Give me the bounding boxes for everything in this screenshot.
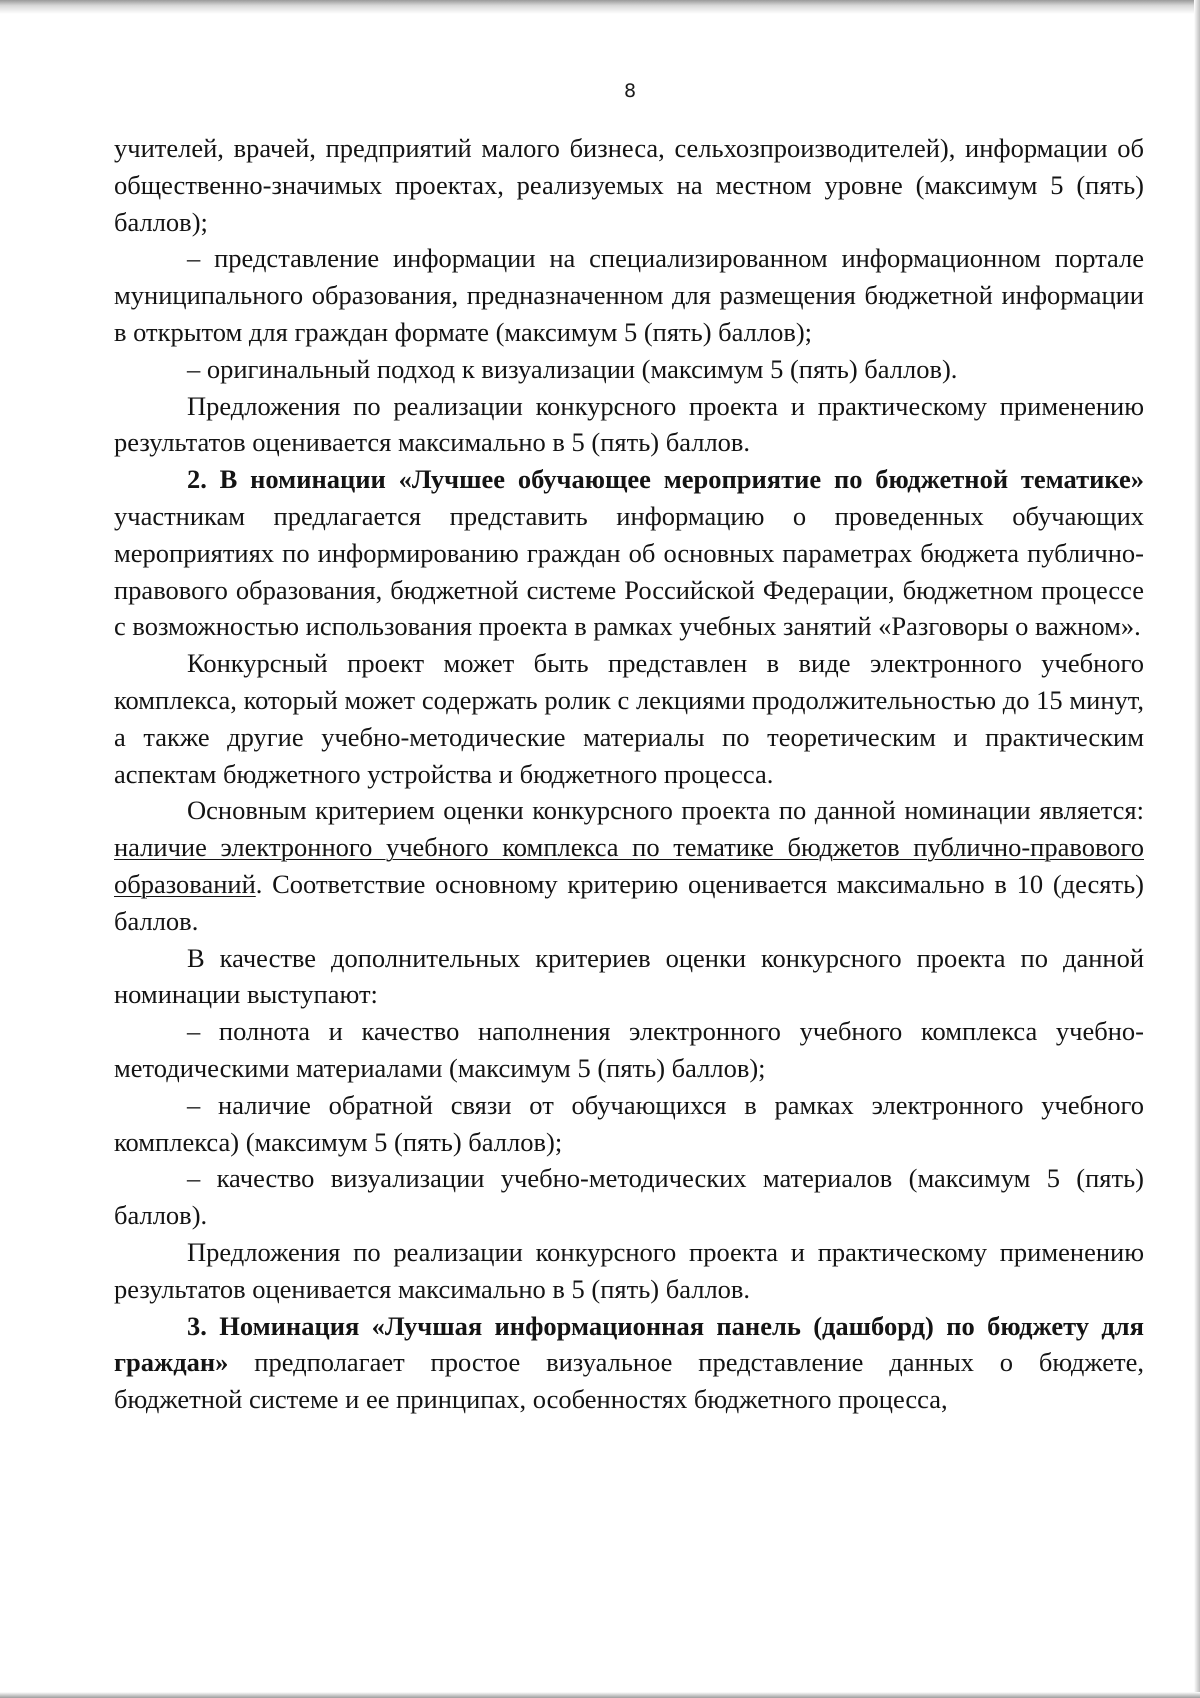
document-body xyxy=(114,130,1144,1418)
paragraph-nomination-3 xyxy=(114,1308,1144,1418)
scan-edge-right xyxy=(1194,0,1200,1698)
nomination-2-heading: 2. В номинации «Лучшее обучающее мероприятие по бюджетной тематике» xyxy=(187,464,1144,495)
paragraph-project-format: Конкурсный проект может быть представлен в виде электронного учебного комплекса, который может содержать ролик с лекциями продолжительностью до 15 минут, а также другие учебно-методические материалы по теоретическим и практическим аспектам бюджетного устройства и бюджетного процесса. xyxy=(114,648,1144,789)
main-criterion-lead: Основным критерием оценки конкурсного проекта по данной номинации является: xyxy=(187,795,1144,826)
page-number: 8 xyxy=(623,80,637,102)
list-item-visualization: – оригинальный подход к визуализации (максимум 5 (пять) баллов). xyxy=(187,353,958,384)
main-criterion-underlined: наличие электронного учебного комплекса по тематике бюджетов публично-правового образований xyxy=(114,832,1144,899)
list-item-feedback: – наличие обратной связи от обучающихся в рамках электронного учебного комплекса) (максимум 5 (пять) баллов); xyxy=(114,1089,1144,1157)
paragraph-nomination-2 xyxy=(114,461,1144,645)
scan-edge-bottom xyxy=(0,1692,1200,1698)
list-item-completeness: – полнота и качество наполнения электронного учебного комплекса учебно-методическими материалами (максимум 5 (пять) баллов); xyxy=(114,1016,1144,1083)
paragraph-proposals-1: Предложения по реализации конкурсного проекта и практическому применению результатов оценивается максимально в 5 (пять) баллов. xyxy=(114,390,1144,458)
list-item-portal: – представление информации на специализированном информационном портале муниципального образования, предназначенном для размещения бюджетной информации в открытом для граждан формате (максимум 5 (пять) баллов); xyxy=(114,243,1144,347)
paragraph-continuation: учителей, врачей, предприятий малого бизнеса, сельхозпроизводителей), информации об общественно-значимых проектах, реализуемых на местном уровне (максимум 5 (пять) баллов); xyxy=(114,133,1144,237)
paragraph-proposals-2: Предложения по реализации конкурсного проекта и практическому применению результатов оценивается максимально в 5 (пять) баллов. xyxy=(114,1236,1144,1304)
paragraph-main-criterion xyxy=(114,792,1144,939)
paragraph-additional-criteria: В качестве дополнительных критериев оценки конкурсного проекта по данной номинации выступают: xyxy=(114,942,1144,1010)
nomination-3-heading: 3. Номинация «Лучшая информационная панель (дашборд) по бюджету для граждан» xyxy=(114,1310,1144,1378)
main-criterion-tail: . Соответствие основному критерию оценивается максимально в 10 (десять) баллов. xyxy=(114,868,1144,936)
list-item-visual-quality: – качество визуализации учебно-методических материалов (максимум 5 (пять) баллов). xyxy=(114,1163,1144,1231)
scan-edge-top xyxy=(0,0,1200,14)
nomination-3-text: предполагает простое визуальное представление данных о бюджете, бюджетной системе и ее принципах, особенностях бюджетного процесса, xyxy=(114,1347,1144,1415)
nomination-2-text: участникам предлагается представить информацию о проведенных обучающих мероприятиях по информированию граждан об основных параметрах бюджета публично-правового образования, бюджетной системе Российской Федерации, бюджетном процессе с возможностью использования проекта в рамках учебных занятий «Разговоры о важном». xyxy=(114,500,1144,642)
